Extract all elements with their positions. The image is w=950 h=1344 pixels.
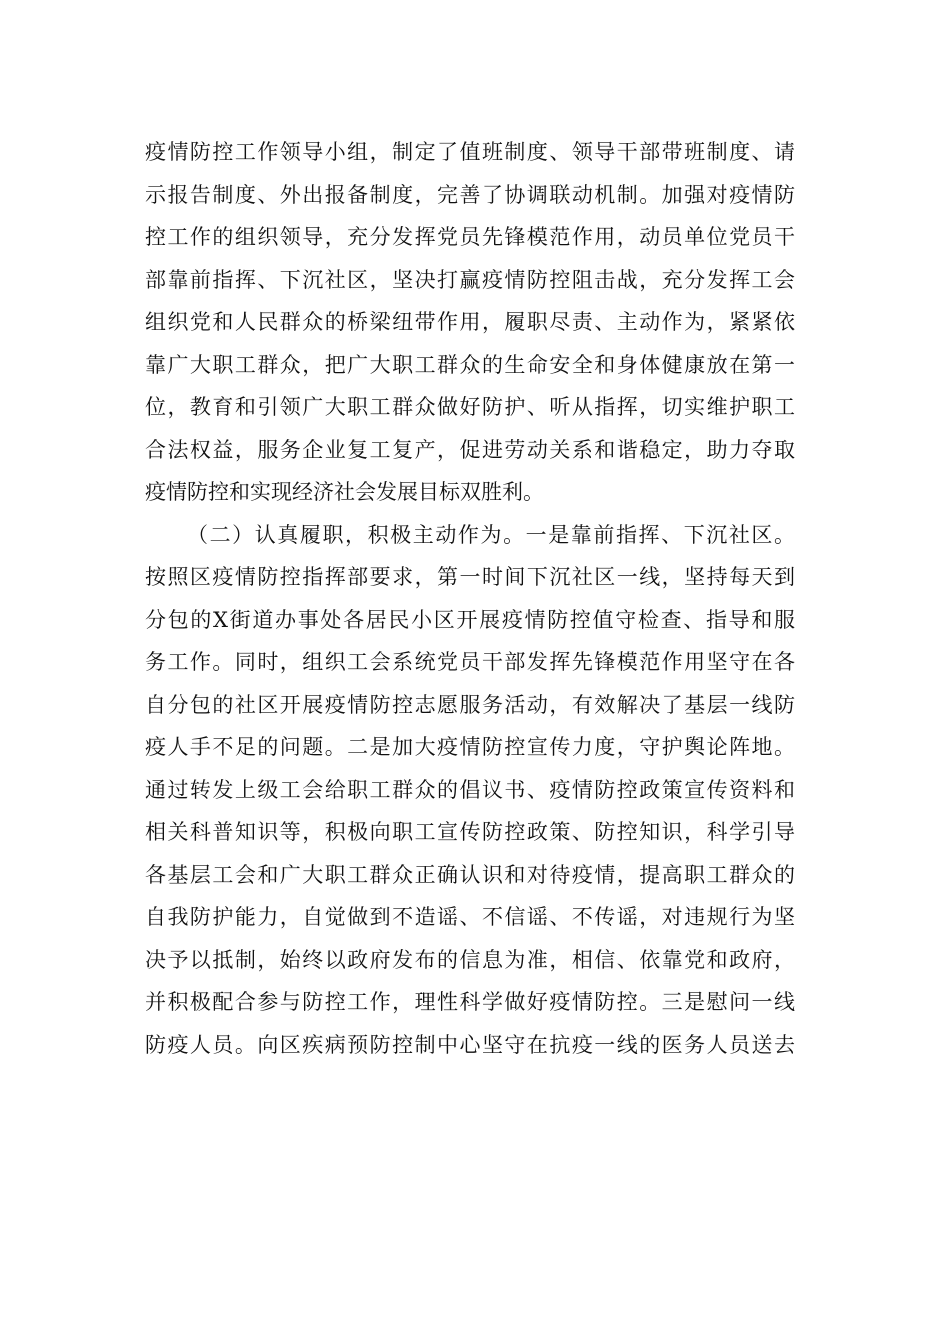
text-line: 疫情防控工作领导小组，制定了值班制度、领导干部带班制度、请 — [145, 140, 795, 164]
text-line: 决予以抵制，始终以政府发布的信息为准，相信、依靠党和政府， — [145, 947, 795, 972]
text-line: 靠广大职工群众，把广大职工群众的生命安全和身体健康放在第一 — [145, 352, 795, 377]
text-line: 按照区疫情防控指挥部要求，第一时间下沉社区一线，坚持每天到 — [145, 565, 795, 589]
text-line: 组织党和人民群众的桥梁纽带作用，履职尽责、主动作为，紧紧依 — [145, 310, 795, 334]
text-line: 示报告制度、外出报备制度，完善了协调联动机制。加强对疫情防 — [145, 182, 795, 207]
text-line: 自我防护能力，自觉做到不造谣、不信谣、不传谣，对违规行为坚 — [145, 905, 795, 929]
text-line: 疫情防控和实现经济社会发展目标双胜利。 — [145, 480, 544, 504]
text-line: 各基层工会和广大职工群众正确认识和对待疫情，提高职工群众的 — [145, 862, 795, 887]
text-line: 防疫人员。向区疾病预防控制中心坚守在抗疫一线的医务人员送去 — [145, 1032, 795, 1057]
text-line: 自分包的社区开展疫情防控志愿服务活动，有效解决了基层一线防 — [145, 692, 795, 717]
text-line: 疫人手不足的问题。二是加大疫情防控宣传力度，守护舆论阵地。 — [145, 735, 795, 759]
body-text — [145, 131, 795, 1066]
text-line: 分包的X街道办事处各居民小区开展疫情防控值守检查、指导和服 — [145, 607, 795, 632]
text-line: 合法权益，服务企业复工复产，促进劳动关系和谐稳定，助力夺取 — [145, 437, 795, 462]
text-line: 位，教育和引领广大职工群众做好防护、听从指挥，切实维护职工 — [145, 395, 795, 419]
text-line: 部靠前指挥、下沉社区，坚决打赢疫情防控阻击战，充分发挥工会 — [145, 267, 795, 292]
text-line: 务工作。同时，组织工会系统党员干部发挥先锋模范作用坚守在各 — [145, 650, 795, 674]
text-line: 相关科普知识等，积极向职工宣传防控政策、防控知识，科学引导 — [145, 820, 795, 844]
text-line: （二）认真履职，积极主动作为。一是靠前指挥、下沉社区。 — [187, 522, 795, 547]
text-line: 并积极配合参与防控工作，理性科学做好疫情防控。三是慰问一线 — [145, 990, 795, 1014]
text-line: 控工作的组织领导，充分发挥党员先锋模范作用，动员单位党员干 — [145, 225, 795, 249]
text-line: 通过转发上级工会给职工群众的倡议书、疫情防控政策宣传资料和 — [145, 777, 795, 802]
